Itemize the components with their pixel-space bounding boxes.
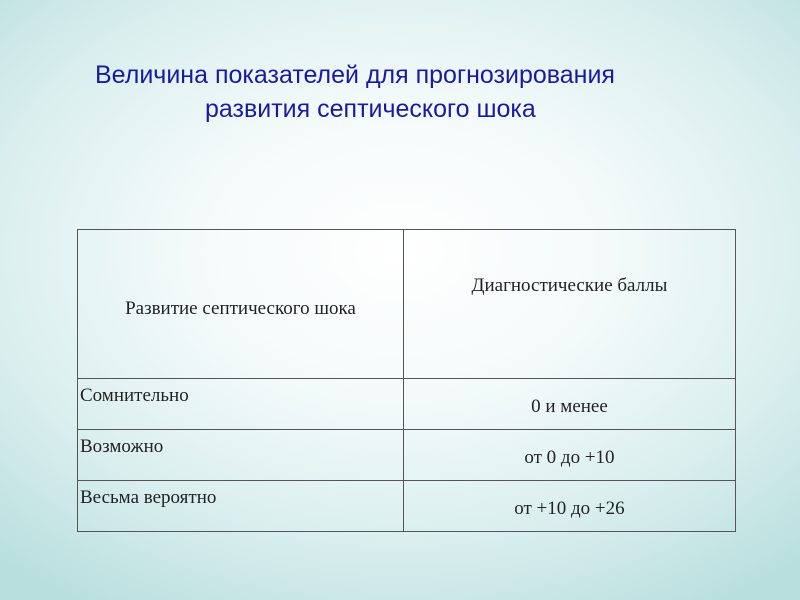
table-row — [78, 481, 736, 532]
row-label: Весьма вероятно — [78, 481, 404, 532]
header-shock-development: Развитие септического шока — [78, 230, 404, 379]
prognosis-table — [77, 229, 736, 532]
slide-title-line-2: развития септического шока — [205, 95, 536, 123]
row-label: Возможно — [78, 430, 404, 481]
row-score: 0 и менее — [403, 379, 735, 430]
table-header-row — [78, 230, 736, 379]
header-diagnostic-scores: Диагностические баллы — [403, 230, 735, 379]
table-row — [78, 379, 736, 430]
slide-title — [0, 58, 800, 126]
row-score: от 0 до +10 — [403, 430, 735, 481]
row-label: Сомнительно — [78, 379, 404, 430]
table-row — [78, 430, 736, 481]
row-score: от +10 до +26 — [403, 481, 735, 532]
slide-title-line-1: Величина показателей для прогнозирования — [95, 61, 615, 89]
